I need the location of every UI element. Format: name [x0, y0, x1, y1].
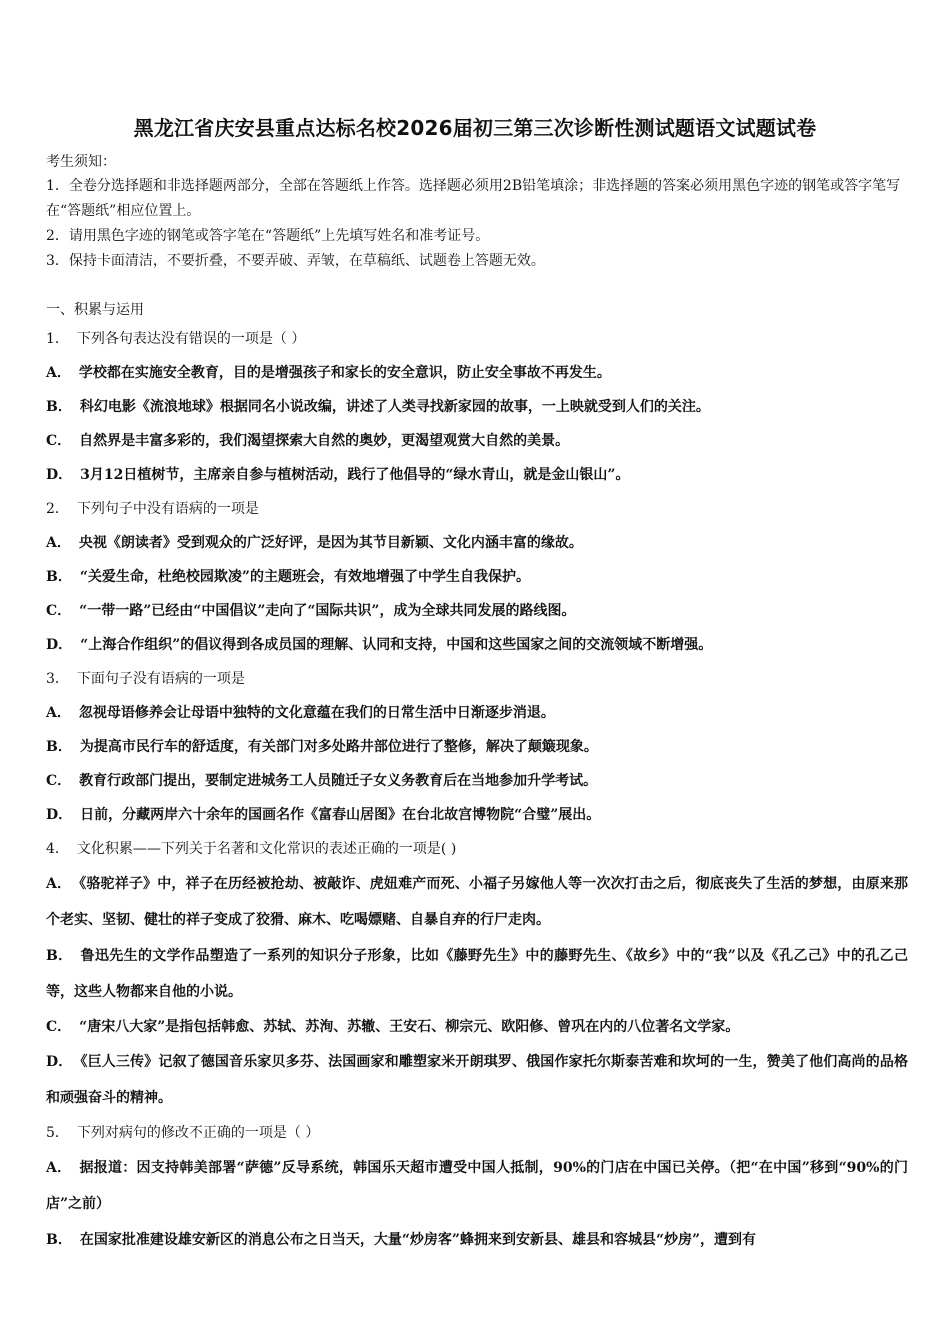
question-text: 下列各句表达没有错误的一项是（ ）	[76, 331, 306, 347]
option-text: 《巨人三传》记叙了德国音乐家贝多芬、法国画家和雕塑家米开朗琪罗、俄国作家托尔斯泰苦难和坎坷的一生，赞美了他们高尚的品格和顽强奋斗的精神。	[46, 1054, 908, 1106]
option-text: 科幻电影《流浪地球》根据同名小说改编，讲述了人类寻找新家园的故事，一上映就受到人们的关注。	[79, 399, 710, 415]
exam-content	[46, 150, 908, 1258]
question-1	[46, 322, 908, 492]
question-text: 下面句子没有语病的一项是	[76, 671, 245, 687]
question-text: 下列句子中没有语病的一项是	[76, 501, 259, 517]
option-text: “唐宋八大家”是指包括韩愈、苏轼、苏洵、苏辙、王安石、柳宗元、欧阳修、曾巩在内的八位著名文学家。	[79, 1019, 740, 1035]
option-text: 央视《朗读者》受到观众的广泛好评，是因为其节目新颖、文化内涵丰富的缘故。	[78, 535, 583, 551]
question-text: 文化积累——下列关于名著和文化常识的表述正确的一项是( )	[76, 841, 457, 857]
candidate-notice	[46, 150, 908, 274]
option-text: 《骆驼祥子》中，祥子在历经被抢劫、被敲诈、虎妞难产而死、小福子另嫁他人等一次次打击之后，彻底丧失了生活的梦想，由原来那个老实、坚韧、健壮的祥子变成了狡猾、麻木、吃喝嫖赌、自暴自弃的行尸走肉。	[46, 876, 908, 928]
notice-heading: 考生须知：	[46, 154, 116, 170]
question-3	[46, 662, 908, 832]
option-label: A．	[46, 705, 71, 721]
option-b	[46, 390, 908, 424]
option-d	[46, 798, 908, 832]
option-label: D．	[46, 467, 73, 483]
option-text: 忽视母语修养会让母语中独特的文化意蕴在我们的日常生活中日渐逐步消退。	[78, 705, 555, 721]
option-label: C．	[46, 773, 72, 789]
option-a	[46, 356, 908, 390]
option-label: A．	[46, 535, 71, 551]
question-2	[46, 492, 908, 662]
question-5	[46, 1116, 908, 1258]
question-number: 4．	[46, 841, 69, 857]
question-number: 3．	[46, 671, 69, 687]
question-stem	[46, 662, 908, 696]
option-text: “上海合作组织”的倡议得到各成员国的理解、认同和支持，中国和这些国家之间的交流领域不断增强。	[80, 637, 713, 653]
option-label: D．	[46, 1054, 73, 1070]
option-c	[46, 424, 908, 458]
option-label: B．	[46, 399, 72, 415]
option-label: B．	[46, 948, 73, 964]
question-4	[46, 832, 908, 1116]
option-c	[46, 1010, 908, 1044]
option-text: 3月12日植树节，主席亲自参与植树活动，践行了他倡导的“绿水青山，就是金山银山”。	[80, 467, 630, 483]
option-label: B．	[46, 1232, 72, 1248]
option-d	[46, 628, 908, 662]
option-b	[46, 560, 908, 594]
option-text: 据报道：因支持韩美部署“萨德”反导系统，韩国乐天超市遭受中国人抵制，90%的门店在中国已关停。（把“在中国”移到“90%的门店”之前）	[46, 1160, 908, 1212]
question-stem	[46, 492, 908, 526]
notice-item-1: 1．全卷分选择题和非选择题两部分，全部在答题纸上作答。选择题必须用2B铅笔填涂；非选择题的答案必须用黑色字迹的钢笔或答字笔写在“答题纸”相应位置上。	[46, 178, 901, 219]
option-label: A．	[46, 876, 72, 892]
option-label: A．	[46, 1160, 72, 1176]
option-b	[46, 938, 908, 1010]
option-text: “关爱生命，杜绝校园欺凌”的主题班会，有效地增强了中学生自我保护。	[79, 569, 530, 585]
option-text: 在国家批准建设雄安新区的消息公布之日当天，大量“炒房客”蜂拥来到安新县、雄县和容城县“炒房”，遭到有	[79, 1232, 757, 1248]
option-a	[46, 1150, 908, 1222]
question-stem	[46, 1116, 908, 1150]
question-number: 5．	[46, 1125, 69, 1141]
question-stem	[46, 322, 908, 356]
notice-item-2: 2．请用黑色字迹的钢笔或答字笔在“答题纸”上先填写姓名和准考证号。	[46, 228, 490, 244]
option-text: 教育行政部门提出，要制定进城务工人员随迁子女义务教育后在当地参加升学考试。	[79, 773, 598, 789]
question-text: 下列对病句的修改不正确的一项是（ ）	[76, 1125, 320, 1141]
option-label: B．	[46, 569, 72, 585]
question-number: 1．	[46, 331, 69, 347]
option-text: “一带一路”已经由“中国倡议”走向了“国际共识”，成为全球共同发展的路线图。	[79, 603, 576, 619]
option-text: 自然界是丰富多彩的，我们渴望探索大自然的奥妙，更渴望观赏大自然的美景。	[79, 433, 570, 449]
option-d	[46, 458, 908, 492]
option-b	[46, 730, 908, 764]
option-b	[46, 1222, 908, 1258]
question-number: 2．	[46, 501, 69, 517]
option-text: 学校都在实施安全教育，目的是增强孩子和家长的安全意识，防止安全事故不再发生。	[78, 365, 611, 381]
option-text: 鲁迅先生的文学作品塑造了一系列的知识分子形象，比如《藤野先生》中的藤野先生、《故乡》中的“我”以及《孔乙己》中的孔乙己等，这些人物都来自他的小说。	[46, 948, 908, 1000]
option-label: D．	[46, 807, 73, 823]
option-label: C．	[46, 433, 72, 449]
option-text: 日前，分藏两岸六十余年的国画名作《富春山居图》在台北故宫博物院“合璧”展出。	[80, 807, 601, 823]
option-a	[46, 696, 908, 730]
option-label: A．	[46, 365, 71, 381]
page-title: 黑龙江省庆安县重点达标名校2026届初三第三次诊断性测试题语文试题试卷	[133, 116, 817, 140]
option-label: B．	[46, 739, 72, 755]
notice-item-3: 3．保持卡面清洁，不要折叠，不要弄破、弄皱，在草稿纸、试题卷上答题无效。	[46, 253, 545, 269]
section-heading: 一、积累与运用	[46, 302, 144, 318]
option-label: C．	[46, 1019, 72, 1035]
option-a	[46, 866, 908, 938]
option-text: 为提高市民行车的舒适度，有关部门对多处路井部位进行了整修，解决了颠簸现象。	[79, 739, 598, 755]
option-label: D．	[46, 637, 73, 653]
option-a	[46, 526, 908, 560]
option-c	[46, 594, 908, 628]
option-c	[46, 764, 908, 798]
option-label: C．	[46, 603, 72, 619]
question-stem	[46, 832, 908, 866]
option-d	[46, 1044, 908, 1116]
